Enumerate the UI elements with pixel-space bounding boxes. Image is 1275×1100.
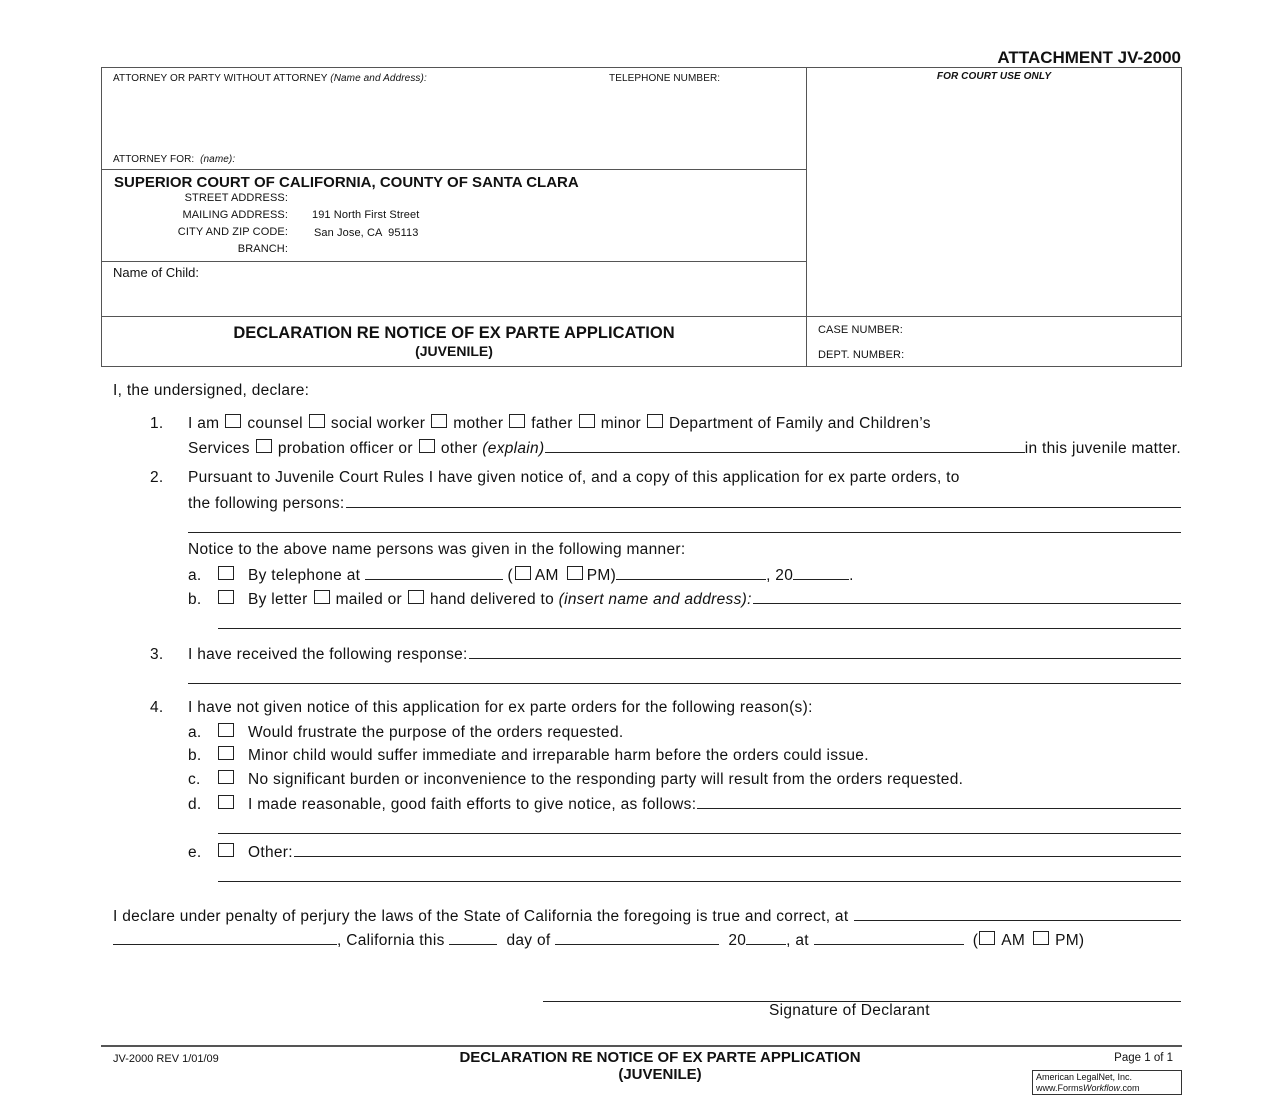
counsel-label: counsel bbox=[247, 415, 303, 432]
sub-letter: b. bbox=[188, 591, 202, 608]
page-number: Page 1 of 1 bbox=[1114, 1052, 1173, 1064]
attorney-for-label bbox=[113, 154, 235, 165]
court-use-box bbox=[806, 67, 1182, 317]
item3 bbox=[150, 644, 1181, 664]
by-letter-label: By letter bbox=[248, 591, 308, 608]
perjury-line1 bbox=[113, 906, 1181, 926]
sub-letter: c. bbox=[188, 771, 201, 788]
address-field-2[interactable] bbox=[218, 628, 1181, 629]
services-label: Services bbox=[188, 440, 250, 457]
signature-label: Signature of Declarant bbox=[769, 1002, 930, 1019]
other-reason-field[interactable] bbox=[294, 842, 1181, 857]
attorney-label bbox=[113, 73, 427, 84]
checkbox-counsel[interactable] bbox=[225, 414, 241, 428]
footer-title: DECLARATION RE NOTICE OF EX PARTE APPLICATION bbox=[459, 1049, 861, 1066]
intro: I, the undersigned, declare: bbox=[113, 382, 310, 399]
am-label: AM bbox=[534, 567, 559, 584]
vendor-url-b: Workflow bbox=[1083, 1083, 1121, 1093]
item1-line2 bbox=[188, 438, 1181, 458]
reason-c bbox=[188, 770, 963, 789]
day-field[interactable] bbox=[449, 930, 497, 945]
telephone-label: TELEPHONE NUMBER: bbox=[609, 73, 721, 84]
child-label: Name of Child: bbox=[113, 265, 199, 280]
reason-text: No significant burden or inconvenience to the responding party will result from the orders requested. bbox=[248, 771, 964, 788]
dfcs-label: Department of Family and Children’s bbox=[668, 415, 931, 432]
dept-number-label: DEPT. NUMBER: bbox=[818, 349, 905, 361]
persons-label: the following persons: bbox=[188, 495, 345, 512]
sub-letter: a. bbox=[188, 567, 202, 584]
checkbox-am[interactable] bbox=[515, 566, 531, 580]
case-number-label: CASE NUMBER: bbox=[818, 324, 903, 336]
insert-label: (insert name and address): bbox=[558, 591, 752, 608]
vendor-url-a: www.Forms bbox=[1036, 1083, 1083, 1093]
checkbox-dfcs[interactable] bbox=[647, 414, 663, 428]
attorney-box[interactable] bbox=[101, 67, 807, 170]
attachment-label: ATTACHMENT JV-2000 bbox=[997, 48, 1181, 67]
social-worker-label: social worker bbox=[330, 415, 426, 432]
item2-text: Pursuant to Juvenile Court Rules I have given notice of, and a copy of this application for ex parte orders, to bbox=[188, 469, 960, 486]
ca-this-label: , California this bbox=[337, 932, 445, 949]
year-prefix: 20 bbox=[728, 932, 747, 949]
item1-line1 bbox=[150, 414, 1181, 433]
checkbox-pm[interactable] bbox=[567, 566, 583, 580]
checkbox-hand-delivered[interactable] bbox=[408, 590, 424, 604]
checkbox-other[interactable] bbox=[419, 439, 435, 453]
footer-form-id: JV-2000 REV 1/01/09 bbox=[113, 1053, 219, 1065]
checkbox-reason-c[interactable] bbox=[218, 770, 234, 784]
mother-label: mother bbox=[453, 415, 504, 432]
case-box[interactable] bbox=[806, 316, 1182, 367]
month-field[interactable] bbox=[555, 930, 719, 945]
vendor-url-c: .com bbox=[1120, 1083, 1140, 1093]
response-field-2[interactable] bbox=[188, 683, 1181, 684]
paren: ( bbox=[972, 932, 979, 949]
at-label: , at bbox=[786, 932, 809, 949]
response-field[interactable] bbox=[469, 644, 1181, 659]
minor-label: minor bbox=[600, 415, 641, 432]
persons-field[interactable] bbox=[346, 493, 1181, 508]
item2-line2 bbox=[188, 493, 1181, 513]
explain-label: (explain) bbox=[482, 440, 545, 457]
checkbox-by-letter[interactable] bbox=[218, 590, 234, 604]
sub-letter: d. bbox=[188, 796, 202, 813]
year-prefix: , 20 bbox=[766, 567, 794, 584]
telephone-time-field[interactable] bbox=[365, 565, 503, 580]
reason-b bbox=[188, 746, 869, 765]
mailing-label: MAILING ADDRESS: bbox=[182, 209, 288, 221]
checkbox-reason-e[interactable] bbox=[218, 843, 234, 857]
hand-delivered-label: hand delivered to bbox=[430, 591, 555, 608]
footer-subtitle: (JUVENILE) bbox=[618, 1066, 702, 1083]
pm-label: PM) bbox=[1055, 932, 1085, 949]
address-field[interactable] bbox=[753, 589, 1181, 604]
day-of-label: day of bbox=[506, 932, 551, 949]
checkbox-mailed[interactable] bbox=[314, 590, 330, 604]
reason-e bbox=[188, 842, 1181, 862]
child-box[interactable] bbox=[101, 261, 807, 317]
by-telephone-label: By telephone at bbox=[248, 567, 361, 584]
checkbox-reason-b[interactable] bbox=[218, 746, 234, 760]
city-field[interactable] bbox=[113, 930, 337, 945]
checkbox-probation-officer[interactable] bbox=[256, 439, 272, 453]
city-value: San Jose, CA 95113 bbox=[314, 227, 419, 239]
item2b bbox=[188, 589, 1181, 609]
vendor-stamp bbox=[1032, 1070, 1182, 1095]
court-name: SUPERIOR COURT OF CALIFORNIA, COUNTY OF SANTA CLARA bbox=[114, 174, 579, 191]
perjury-line2 bbox=[113, 930, 1084, 950]
time-field[interactable] bbox=[814, 930, 964, 945]
checkbox-social-worker[interactable] bbox=[309, 414, 325, 428]
vendor-url bbox=[1036, 1083, 1178, 1094]
reason-text: I made reasonable, good faith efforts to give notice, as follows: bbox=[248, 796, 697, 813]
efforts-field[interactable] bbox=[697, 794, 1181, 809]
other-reason-field-2[interactable] bbox=[218, 881, 1181, 882]
item4 bbox=[150, 699, 813, 717]
reason-text: Minor child would suffer immediate and irreparable harm before the orders could issue. bbox=[248, 747, 869, 764]
response-label: I have received the following response: bbox=[188, 646, 468, 663]
reason-text: Would frustrate the purpose of the orders requested. bbox=[248, 724, 624, 741]
item2-line1 bbox=[150, 469, 960, 487]
street-label: STREET ADDRESS: bbox=[184, 192, 288, 204]
reason-d bbox=[188, 794, 1181, 814]
item-number: 4. bbox=[150, 699, 164, 716]
footer-divider bbox=[101, 1045, 1182, 1047]
father-label: father bbox=[531, 415, 573, 432]
court-use-label: FOR COURT USE ONLY bbox=[936, 71, 1052, 82]
checkbox-father[interactable] bbox=[509, 414, 525, 428]
perjury-text: I declare under penalty of perjury the laws of the State of California the foregoing is true and correct, at bbox=[113, 908, 849, 925]
title-box bbox=[101, 316, 807, 367]
checkbox-pm[interactable] bbox=[1033, 931, 1049, 945]
attorney-for-italic: (name): bbox=[200, 154, 236, 165]
reason-text: Other: bbox=[248, 844, 293, 861]
item2a bbox=[188, 565, 854, 585]
place-field[interactable] bbox=[854, 906, 1181, 921]
telephone-year-field[interactable] bbox=[793, 565, 849, 580]
mailing-value: 191 North First Street bbox=[312, 209, 420, 221]
pm-label: PM) bbox=[586, 567, 617, 584]
paren: ( bbox=[507, 567, 513, 584]
persons-field-2[interactable] bbox=[188, 532, 1181, 533]
am-label: AM bbox=[1001, 932, 1026, 949]
checkbox-am[interactable] bbox=[979, 931, 995, 945]
attorney-label-text: ATTORNEY OR PARTY WITHOUT ATTORNEY bbox=[113, 73, 328, 84]
i-am-label: I am bbox=[188, 415, 220, 432]
sub-letter: a. bbox=[188, 724, 202, 741]
checkbox-minor[interactable] bbox=[579, 414, 595, 428]
item-number: 1. bbox=[150, 415, 164, 432]
year-field[interactable] bbox=[746, 930, 786, 945]
checkbox-mother[interactable] bbox=[431, 414, 447, 428]
item-number: 2. bbox=[150, 469, 164, 486]
telephone-date-field[interactable] bbox=[616, 565, 766, 580]
explain-field[interactable] bbox=[545, 438, 1024, 453]
attorney-label-italic: (Name and Address): bbox=[330, 73, 427, 84]
vendor-name: American LegalNet, Inc. bbox=[1036, 1072, 1133, 1082]
attorney-for-text: ATTORNEY FOR: bbox=[113, 154, 195, 165]
sub-letter: e. bbox=[188, 844, 202, 861]
efforts-field-2[interactable] bbox=[218, 833, 1181, 834]
checkbox-reason-d[interactable] bbox=[218, 795, 234, 809]
checkbox-reason-a[interactable] bbox=[218, 723, 234, 737]
notice-manner: Notice to the above name persons was given in the following manner: bbox=[188, 541, 686, 558]
probation-label: probation officer or bbox=[277, 440, 413, 457]
item1-tail: in this juvenile matter. bbox=[1024, 440, 1181, 457]
item-number: 3. bbox=[150, 646, 164, 663]
city-label: CITY AND ZIP CODE: bbox=[177, 226, 288, 238]
period: . bbox=[849, 567, 854, 584]
form-title: DECLARATION RE NOTICE OF EX PARTE APPLICATION bbox=[233, 324, 675, 342]
branch-label: BRANCH: bbox=[237, 243, 288, 255]
other-label: other bbox=[440, 440, 478, 457]
court-box bbox=[101, 169, 807, 262]
item4-text: I have not given notice of this application for ex parte orders for the following reason(s): bbox=[188, 699, 813, 716]
mailed-label: mailed or bbox=[335, 591, 403, 608]
checkbox-by-telephone[interactable] bbox=[218, 566, 234, 580]
reason-a bbox=[188, 723, 623, 742]
sub-letter: b. bbox=[188, 747, 202, 764]
form-subtitle: (JUVENILE) bbox=[415, 343, 493, 359]
